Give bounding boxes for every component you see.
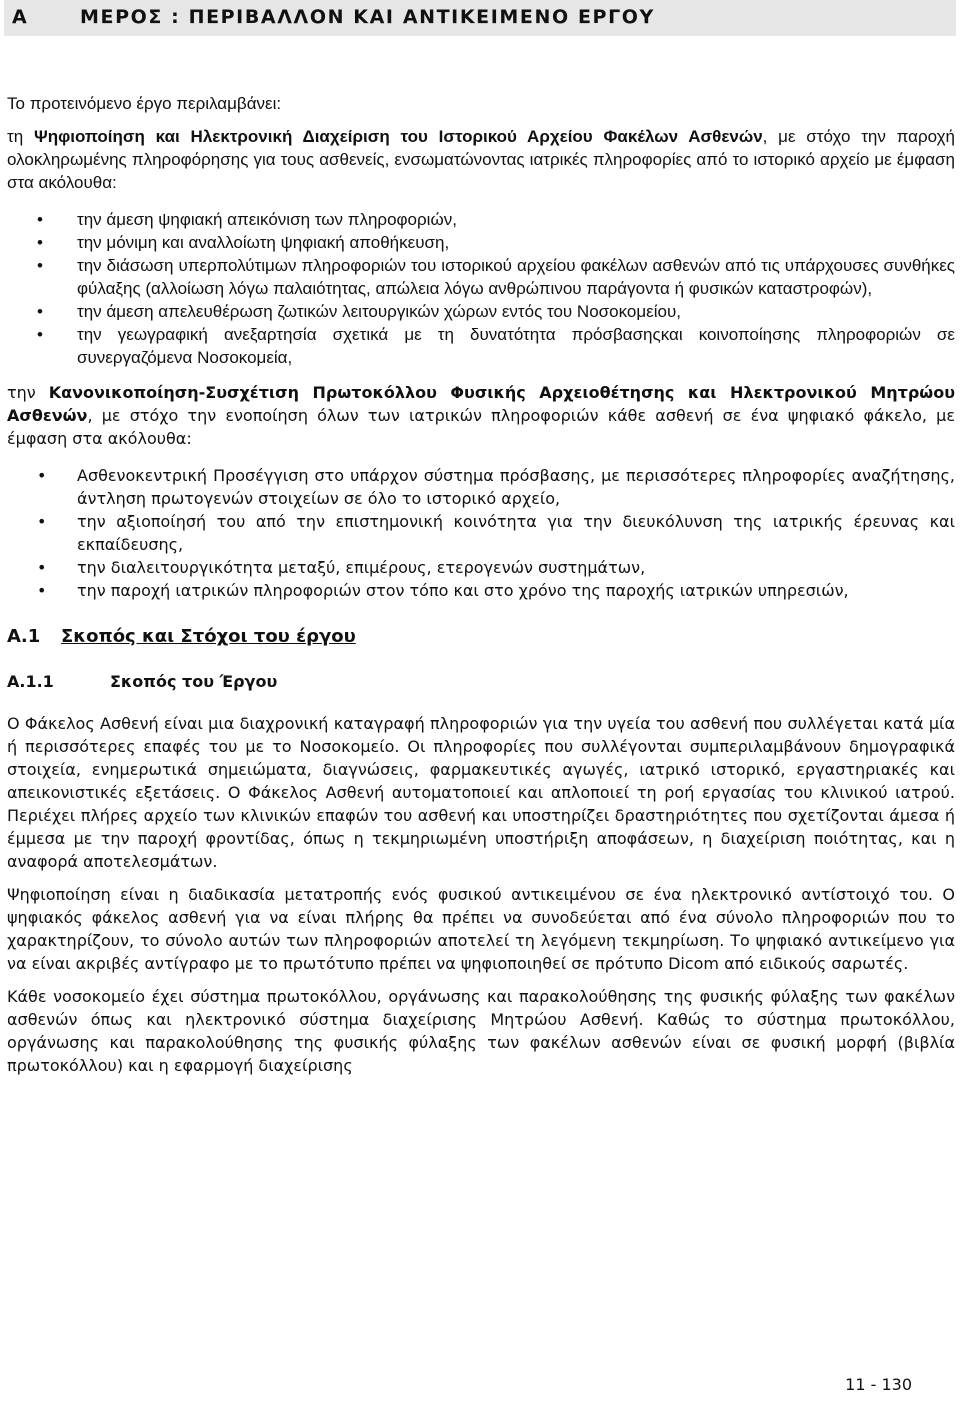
list-item bbox=[7, 208, 955, 231]
bullet-icon: • bbox=[37, 558, 47, 577]
section-heading-a11 bbox=[7, 670, 955, 694]
list-item-text: την αξιοποίησή του από την επιστημονική κοινότητα για την διευκόλυνση της ιατρικής έρευνας και εκπαίδευσης, bbox=[77, 512, 955, 554]
list-item bbox=[7, 556, 955, 579]
list-item-text: Ασθενοκεντρική Προσέγγιση στο υπάρχον σύστημα πρόσβασης, με περισσότερες πληροφορίες αναζήτησης, άντληση πρωτογενών στοιχείων σε όλο το ιστορικό αρχείο, bbox=[77, 466, 955, 508]
list-item bbox=[7, 254, 955, 300]
list-item bbox=[7, 579, 955, 602]
bullet-icon: • bbox=[37, 233, 43, 252]
body-paragraph: Ψηφιοποίηση είναι η διαδικασία μετατροπής ενός φυσικού αντικειμένου σε ένα ηλεκτρονικό αντίστοιχό του. Ο ψηφιακός φάκελος ασθενή για να είναι πλήρης θα πρέπει να συνοδεύεται από ένα σύνολο πληροφοριών που το χαρακτηρίζουν, το σύνολο αυτών των πληροφοριών αποτελεί τη λεγόμενη τεκμηρίωση. Το ψηφιακό αντικείμενο για να είναι ακριβές αντίγραφο με το πρωτότυπο πρέπει να ψηφιοποιηθεί σε πρότυπο Dicom από ειδικούς σαρωτές. bbox=[7, 885, 955, 973]
section-heading-a1 bbox=[7, 624, 955, 650]
bullet-list-1 bbox=[7, 208, 955, 369]
list-item-text: την άμεση ψηφιακή απεικόνιση των πληροφοριών, bbox=[77, 210, 457, 229]
bullet-icon: • bbox=[37, 302, 43, 321]
paragraph-prefix: την bbox=[7, 383, 49, 402]
bullet-list-2 bbox=[7, 464, 955, 602]
part-title: ΜΕΡΟΣ : ΠΕΡΙΒΑΛΛΟΝ ΚΑΙ ΑΝΤΙΚΕΙΜΕΝΟ ΕΡΓΟΥ bbox=[80, 6, 655, 28]
list-item bbox=[7, 300, 955, 323]
paragraph-rest: , με στόχο την παροχή ολοκληρωμένης πληροφόρησης για τους ασθενείς, ενσωματώνοντας ιατρικές πληροφορίες από το ιστορικό αρχείο με έμφαση στα ακόλουθα: bbox=[7, 127, 955, 192]
list-item bbox=[7, 510, 955, 556]
body-paragraph: Ο Φάκελος Ασθενή είναι μια διαχρονική καταγραφή πληροφοριών για την υγεία του ασθενή που συλλέγεται κατά μία ή περισσότερες επαφές του με το Νοσοκομείο. Οι πληροφορίες που συλλέγονται συμπεριλαμβάνουν δημογραφικά στοιχεία, ενημερωτικά σημειώματα, διαγνώσεις, φαρμακευτικές αγωγές, ιατρικό ιστορικό, εργαστηριακές και απεικονιστικές εξετάσεις. Ο Φάκελος Ασθενή αυτοματοποιεί και απλοποιεί τη ροή εργασίας του κλινικού ιατρού. Περιέχει πλήρες αρχείο των κλινικών επαφών του ασθενή και υποστηρίζει δραστηριότητες που σχετίζονται άμεσα ή έμμεσα με την παροχή φροντίδας, όπως η τεκμηριωμένη υποστήριξη αποφάσεων, η διαχείριση ποιότητας, και η αναφορά αποτελεσμάτων. bbox=[7, 714, 955, 871]
paragraph-bold-subject: Ψηφιοποίηση και Ηλεκτρονική Διαχείριση του Ιστορικού Αρχείου Φακέλων Ασθενών bbox=[33, 127, 763, 146]
part-letter: Α bbox=[12, 6, 28, 28]
paragraph-bold-subject: Κανονικοποίηση-Συσχέτιση Πρωτοκόλλου Φυσικής Αρχειοθέτησης και Ηλεκτρονικού Μητρώου Ασθενών bbox=[7, 383, 955, 425]
section-title: Σκοπός και Στόχοι του έργου bbox=[61, 626, 356, 647]
paragraph-normalization bbox=[7, 381, 955, 450]
intro-line: Το προτεινόμενο έργο περιλαμβάνει: bbox=[7, 94, 282, 113]
list-item-text: την διάσωση υπερπολύτιμων πληροφοριών του ιστορικού αρχείου φακέλων ασθενών από τις υπάρχουσες συνθήκες φύλαξης (αλλοίωση λόγω παλαιότητας, απώλεια λόγω ανθρώπινου παράγοντα ή φυσικών καταστροφών), bbox=[77, 256, 955, 298]
list-item-text: την άμεση απελευθέρωση ζωτικών λειτουργικών χώρων εντός του Νοσοκομείου, bbox=[77, 302, 681, 321]
paragraph-rest: , με στόχο την ενοποίηση όλων των ιατρικών πληροφοριών κάθε ασθενή σε ένα ψηφιακό φάκελο, με έμφαση στα ακόλουθα: bbox=[7, 406, 955, 448]
paragraph-digitization bbox=[7, 125, 955, 194]
bullet-icon: • bbox=[37, 581, 47, 600]
list-item-text: την μόνιμη και αναλλοίωτη ψηφιακή αποθήκευση, bbox=[77, 233, 450, 252]
section-number: Α.1.1 bbox=[7, 672, 54, 691]
list-item-text: την γεωγραφική ανεξαρτησία σχετικά με τη δυνατότητα πρόσβασηςκαι κοινοποίησης πληροφοριών σε συνεργαζόμενα Νοσοκομεία, bbox=[77, 325, 955, 367]
list-item bbox=[7, 323, 955, 369]
list-item bbox=[7, 464, 955, 510]
list-item-text: την διαλειτουργικότητα μεταξύ, επιμέρους, ετερογενών συστημάτων, bbox=[77, 558, 646, 577]
section-title: Σκοπός του Έργου bbox=[110, 672, 278, 691]
section-number: Α.1 bbox=[7, 626, 41, 647]
body-paragraph: Κάθε νοσοκομείο έχει σύστημα πρωτοκόλλου, οργάνωσης και παρακολούθησης της φυσικής φύλαξης των φακέλων ασθενών όπως και ηλεκτρονικό σύστημα διαχείρισης Μητρώου Ασθενή. Καθώς το σύστημα πρωτοκόλλου, οργάνωσης και παρακολούθησης της φυσικής φύλαξης των φακέλων ασθενών είναι σε φυσική μορφή (βιβλία πρωτοκόλλου) και η εφαρμογή διαχείρισης bbox=[7, 987, 955, 1075]
bullet-icon: • bbox=[37, 325, 43, 344]
bullet-icon: • bbox=[37, 256, 43, 275]
bullet-icon: • bbox=[37, 466, 47, 485]
bullet-icon: • bbox=[37, 512, 47, 531]
paragraph-prefix: τη bbox=[7, 127, 34, 146]
page-number: 11 - 130 bbox=[845, 1375, 912, 1394]
part-header-bar bbox=[4, 0, 956, 36]
bullet-icon: • bbox=[37, 210, 43, 229]
document-body bbox=[7, 92, 955, 1077]
list-item-text: την παροχή ιατρικών πληροφοριών στον τόπο και στο χρόνο της παροχής ιατρικών υπηρεσιών, bbox=[77, 581, 849, 600]
list-item bbox=[7, 231, 955, 254]
